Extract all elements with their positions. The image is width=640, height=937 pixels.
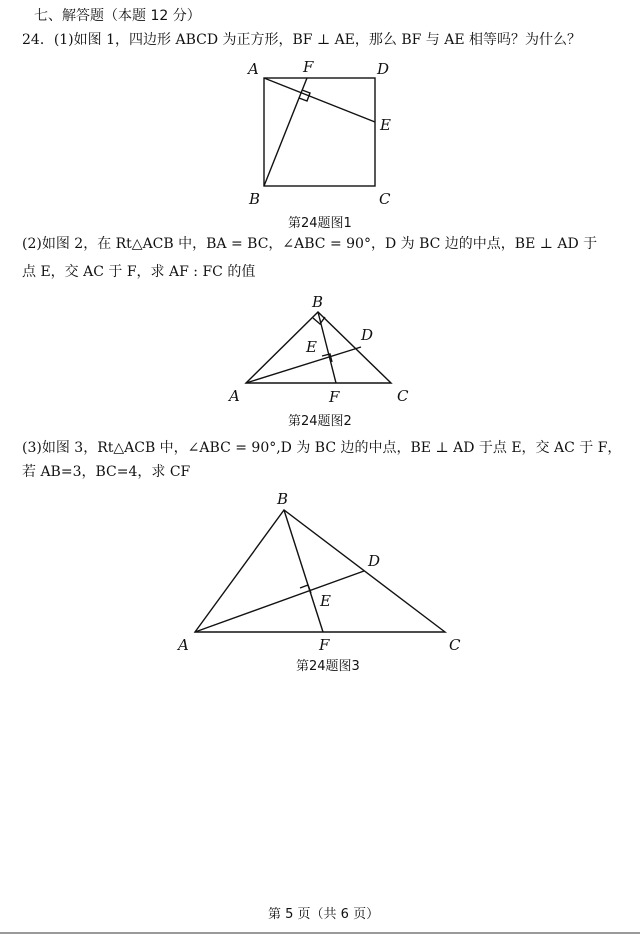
- label-f: F: [329, 388, 340, 406]
- label-d: D: [377, 60, 390, 78]
- label-d: D: [368, 552, 381, 570]
- question-part3-line2: 若 AB=3，BC=4，求 CF: [22, 464, 191, 480]
- label-b: B: [249, 190, 261, 208]
- question-part1: 24．(1)如图 1，四边形 ABCD 为正方形，BF ⊥ AE，那么 BF 与 AE 相等吗？为什么？: [22, 32, 582, 48]
- label-b: B: [277, 490, 289, 508]
- label-c: C: [379, 190, 391, 208]
- section-heading: 七、解答题（本题 12 分）: [34, 8, 201, 24]
- label-c: C: [449, 636, 461, 654]
- segment-ad: [195, 571, 364, 632]
- label-f: F: [303, 58, 314, 76]
- bottom-divider: [0, 932, 640, 934]
- label-f: F: [319, 636, 330, 654]
- label-e: E: [320, 592, 331, 610]
- question-part2-line2: 点 E，交 AC 于 F，求 AF : FC 的值: [22, 264, 256, 280]
- label-e: E: [380, 116, 391, 134]
- figure-2-caption: 第24题图2: [288, 414, 352, 429]
- question-part2-line1: (2)如图 2，在 Rt△ACB 中，BA = BC，∠ABC = 90°，D 为 BC 边的中点，BE ⊥ AD 于: [22, 236, 598, 252]
- label-a: A: [248, 60, 259, 78]
- segment-bf: [284, 510, 323, 632]
- label-a: A: [178, 636, 189, 654]
- label-a: A: [229, 387, 240, 405]
- triangle-abc: [195, 510, 445, 632]
- figure-1-caption: 第24题图1: [288, 216, 352, 231]
- label-d: D: [361, 326, 374, 344]
- page-footer: 第 5 页（共 6 页）: [268, 907, 380, 922]
- label-c: C: [397, 387, 409, 405]
- label-b: B: [312, 293, 324, 311]
- question-part3-line1: (3)如图 3，Rt△ACB 中，∠ABC = 90°,D 为 BC 边的中点，BE ⊥ AD 于点 E，交 AC 于 F，: [22, 440, 622, 456]
- label-e: E: [306, 338, 317, 356]
- figure-3-caption: 第24题图3: [296, 659, 360, 674]
